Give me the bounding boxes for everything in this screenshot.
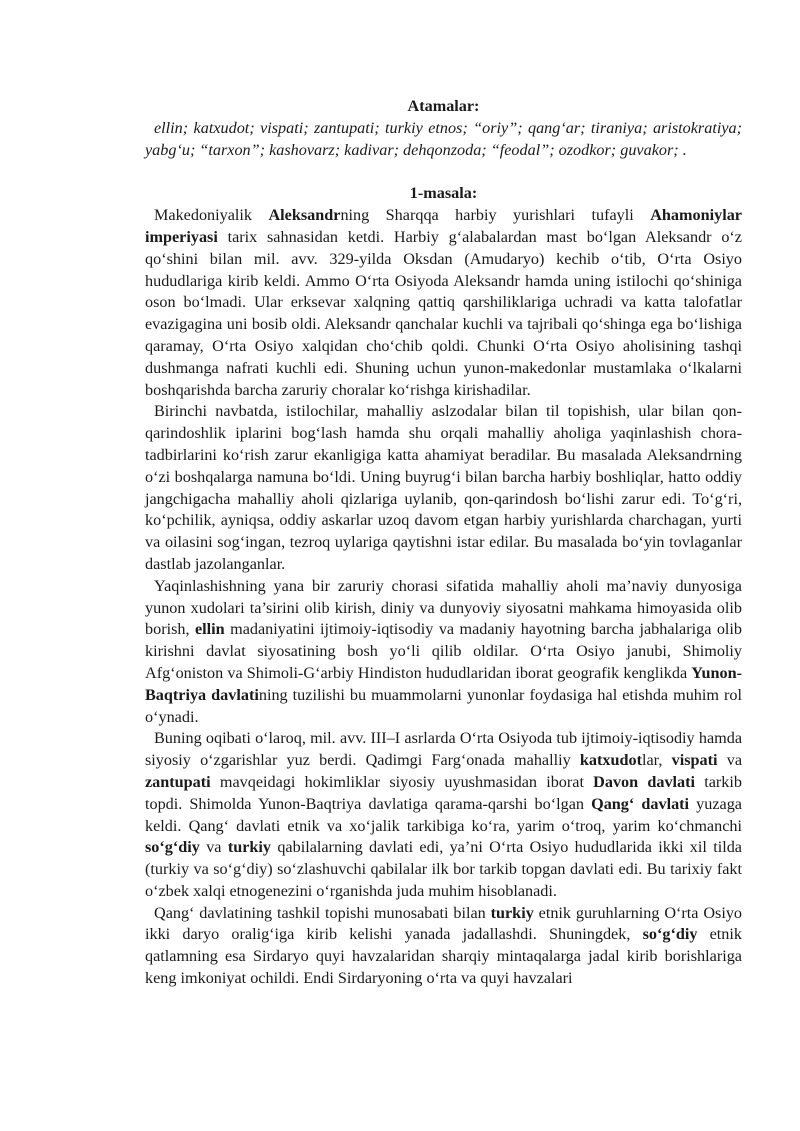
text-run: va [199, 838, 228, 857]
text-run: Makedoniyalik [154, 206, 269, 225]
bold-term: Yunon-Baqtriya davlati [145, 663, 742, 704]
text-run: ning Sharqqa harbiy yurishlari tufayli [340, 206, 651, 225]
problem-body [145, 205, 742, 990]
bold-term: turkiy [490, 903, 534, 922]
body-paragraph [145, 903, 742, 990]
bold-term: Davon davlati [593, 772, 696, 791]
bold-term: Ahamoniylar imperiyasi [145, 206, 742, 246]
terms-list: ellin; katxudot; vispati; zantupati; turkiy etnos; “oriy”; qang‘ar; tiraniya; aristokratiya; yabg‘u; “tarxon”; kashovarz; kadivar; dehqonzoda; “feodal”; ozodkor; guvakor; . [145, 118, 742, 159]
bold-term: so‘g‘diy [145, 838, 200, 857]
text-run: Qang‘ davlatining tashkil topishi munosabati bilan [154, 903, 491, 922]
text-run: Birinchi navbatda, istilochilar, mahalliy aslzodalar bilan til topishish, ular bilan qon-qarindoshlik iplarini bog‘lash hamda shu orqali mahalliy aholiga yaqinlashish chora-tadbirlarini ko‘rish zarur ekanligiga katta ahamiyat beradilar. Bu masalada Aleksandrning o‘zi boshqalarga namuna bo‘ldi. Uning buyrug‘i bilan barcha harbiy boshliqlar, hatto oddiy jangchigacha mahalliy aholi qizlariga uylanib, qon-qarindosh bo‘lishi zarur edi. To‘g‘ri, ko‘pchilik, ayniqsa, oddiy askarlar uzoq davom etgan harbiy yurishlarda charchagan, yurti va oilasini sog‘ingan, tezroq uylariga qaytishni istar edilar. Bu masalada bo‘yin tovlaganlar dastlab jazolanganlar. [145, 402, 742, 573]
problem-heading: 1-masala: [409, 184, 478, 203]
body-paragraph [145, 401, 742, 575]
bold-term: zantupati [145, 772, 211, 791]
text-run: tarkib topdi. Shimolda Yunon-Baqtriya davlatiga qarama-qarshi bo‘lgan [145, 772, 742, 813]
bold-term: ellin [194, 620, 225, 639]
bold-term: so‘g‘diy [642, 925, 698, 944]
text-run: etnik guruhlarning O‘rta Osiyo ikki daryo oralig‘iga kirib kelishi yanada jadallashdi. Shuningdek, [145, 903, 743, 944]
body-paragraph [145, 576, 742, 729]
bold-term: Qang‘ davlati [591, 794, 690, 813]
text-run: madaniyatini ijtimoiy-iqtisodiy va madaniy hayotning barcha jabhalariga olib kirishni davlat siyosatining bosh yo‘li qilib oldilar. O‘rta Osiyo janubi, Shimoliy Afg‘oniston va Shimoli-G‘arbiy Hindiston hududlaridan iborat geografik kenglikda [145, 620, 743, 682]
bold-term: Aleksandr [268, 206, 341, 225]
text-run: Buning oqibati o‘laroq, mil. avv. III–I asrlarda O‘rta Osiyoda tub ijtimoiy-iqtisodiy hamda siyosiy o‘zgarishlar yuz berdi. Qadimgi Farg‘onada mahalliy [145, 729, 742, 770]
text-run: yuzaga keldi. Qang‘ davlati etnik va xo‘jalik tarkibiga ko‘ra, yarim o‘troq, yarim ko‘chmanchi [145, 794, 742, 835]
body-paragraph [145, 205, 742, 401]
terms-heading: Atamalar: [407, 97, 480, 115]
text-run: etnik qatlamning esa Sirdaryo quyi havzalaridan sharqiy mintaqalarga jadal kirib borishlariga keng imkoniyat ochildi. Endi Sirdaryoning o‘rta va quyi havzalari [145, 925, 742, 988]
text-run: Yaqinlashishning yana bir zaruriy chorasi sifatida mahalliy aholi ma’naviy dunyosiga yunon xudolari ta’sirini olib kirish, diniy va dunyoviy siyosatni mahkama himoyasida olib borish, [145, 576, 742, 639]
text-run: mavqeidagi hokimliklar siyosiy uyushmasidan iborat [210, 772, 594, 791]
document-page [145, 96, 742, 990]
text-run: ning tuzilishi bu muammolarni yunonlar foydasiga hal etishda muhim rol o‘ynadi. [145, 685, 742, 726]
body-paragraph [145, 728, 742, 902]
bold-term: katxudot [579, 751, 642, 770]
text-run: lar, [641, 751, 672, 770]
text-run: qabilalarning davlati edi, ya’ni O‘rta Osiyo hududlarida ikki xil tilda (turkiy va so‘g‘diy) so‘zlashuvchi qabilalar ilk bor tarkib topgan davlati edi. Bu tarixiy fakt o‘zbek xalqi etnogenezini o‘rganishda juda muhim hisoblanadi. [145, 838, 742, 900]
text-run: va [717, 751, 742, 770]
bold-term: turkiy [227, 838, 271, 857]
bold-term: vispati [671, 751, 718, 770]
text-run: tarix sahnasidan ketdi. Harbiy g‘alabalardan mast bo‘lgan Aleksandr o‘z qo‘shini bilan mil. avv. 329-yilda Oksdan (Amudaryo) kechib o‘tib, O‘rta Osiyo hududlariga kirib keldi. Ammo O‘rta Osiyoda Aleksandr hamda uning istilochi qo‘shiniga oson bo‘lmadi. Ular erksevar xalqning qattiq qarshiliklariga uchradi va katta talofatlar evazigagina uni bosib oldi. Aleksandr qanchalar kuchli va tajribali qo‘shinga ega bo‘lishiga qaramay, O‘rta Osiyo xalqidan cho‘chib qoldi. Chunki O‘rta Osiyo aholisining tashqi dushmanga nafrati kuchli edi. Shuning uchun yunon-makedonlar mustamlaka o‘lkalarni boshqarishda barcha zaruriy choralar ko‘rishga kirishadilar. [145, 227, 742, 399]
